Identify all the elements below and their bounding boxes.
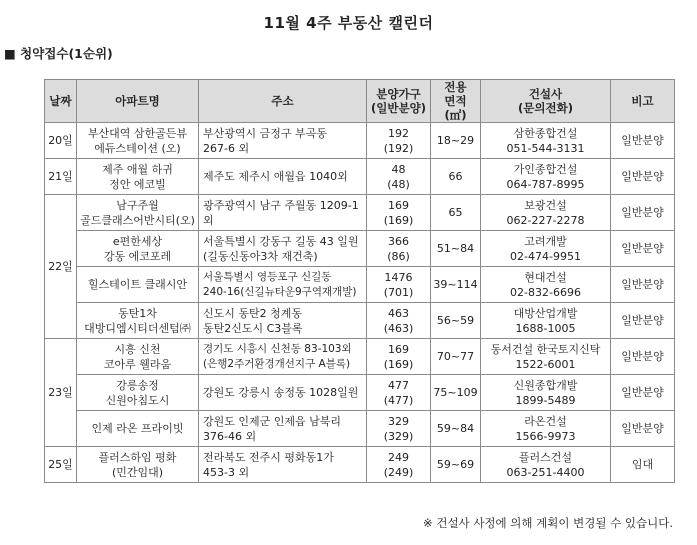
apartment-name: 인제 라온 프라이빗 bbox=[77, 411, 199, 447]
apartment-name: 힐스테이트 클래시안 bbox=[77, 267, 199, 303]
header-apartment: 아파트명 bbox=[77, 80, 199, 123]
units: 477 (477) bbox=[367, 375, 431, 411]
note: 일반분양 bbox=[611, 375, 675, 411]
table-header-row bbox=[45, 80, 675, 123]
note: 임대 bbox=[611, 447, 675, 483]
page-title: 11월 4주 부동산 캘린더 bbox=[263, 14, 434, 32]
header-date: 날짜 bbox=[45, 80, 77, 123]
apartment-name: 부산대역 삼한골든뷰 에듀스테이션 (오) bbox=[77, 123, 199, 159]
area: 70~77 bbox=[431, 339, 481, 375]
note: 일반분양 bbox=[611, 267, 675, 303]
apartment-name: 시흥 신천 코아루 웰라움 bbox=[77, 339, 199, 375]
apartment-name: e편한세상 강동 에코포레 bbox=[77, 231, 199, 267]
apartment-name: 플러스하임 평화 (민간임대) bbox=[77, 447, 199, 483]
table-row bbox=[45, 303, 675, 339]
table-row bbox=[45, 375, 675, 411]
apartment-name: 제주 애월 하귀 정안 에코빌 bbox=[77, 159, 199, 195]
note: 일반분양 bbox=[611, 339, 675, 375]
address: 서울특별시 강동구 길동 43 일원 (길동신동아3차 재건축) bbox=[199, 231, 367, 267]
apartment-name: 남구주월 골드클래스어반시티(오) bbox=[77, 195, 199, 231]
calendar-table bbox=[44, 79, 675, 483]
area: 18~29 bbox=[431, 123, 481, 159]
area: 39~114 bbox=[431, 267, 481, 303]
date-cell: 20일 bbox=[45, 123, 77, 159]
units: 192 (192) bbox=[367, 123, 431, 159]
table-row bbox=[45, 159, 675, 195]
builder: 삼한종합건설 051-544-3131 bbox=[481, 123, 611, 159]
note: 일반분양 bbox=[611, 159, 675, 195]
address: 전라북도 전주시 평화동1가 453-3 외 bbox=[199, 447, 367, 483]
units: 169 (169) bbox=[367, 339, 431, 375]
builder: 고려개발 02-474-9951 bbox=[481, 231, 611, 267]
area: 65 bbox=[431, 195, 481, 231]
address: 강원도 인제군 인제읍 남북리 376-46 외 bbox=[199, 411, 367, 447]
table-row bbox=[45, 339, 675, 375]
units: 366 (86) bbox=[367, 231, 431, 267]
area: 66 bbox=[431, 159, 481, 195]
table-row bbox=[45, 447, 675, 483]
note: 일반분양 bbox=[611, 411, 675, 447]
builder: 신원종합개발 1899-5489 bbox=[481, 375, 611, 411]
note: 일반분양 bbox=[611, 231, 675, 267]
builder: 가인종합건설 064-787-8995 bbox=[481, 159, 611, 195]
footnote: ※ 건설사 사정에 의해 계획이 변경될 수 있습니다. bbox=[423, 516, 673, 530]
table-row bbox=[45, 231, 675, 267]
note: 일반분양 bbox=[611, 123, 675, 159]
units: 329 (329) bbox=[367, 411, 431, 447]
header-address: 주소 bbox=[199, 80, 367, 123]
header-area: 전용 면적 (㎡) bbox=[431, 80, 481, 123]
address: 광주광역시 남구 주월동 1209-1 외 bbox=[199, 195, 367, 231]
builder: 보광건설 062-227-2278 bbox=[481, 195, 611, 231]
units: 169 (169) bbox=[367, 195, 431, 231]
address: 제주도 제주시 애월읍 1040외 bbox=[199, 159, 367, 195]
address: 경기도 시흥시 신천동 83-103외 (은행2주거환경개선지구 A블록) bbox=[199, 339, 367, 375]
units: 463 (463) bbox=[367, 303, 431, 339]
builder: 플러스건설 063-251-4400 bbox=[481, 447, 611, 483]
date-cell: 25일 bbox=[45, 447, 77, 483]
header-builder: 건설사 (문의전화) bbox=[481, 80, 611, 123]
table-row bbox=[45, 123, 675, 159]
header-note: 비고 bbox=[611, 80, 675, 123]
date-cell: 21일 bbox=[45, 159, 77, 195]
table-row bbox=[45, 411, 675, 447]
area: 59~69 bbox=[431, 447, 481, 483]
address: 강원도 강릉시 송정동 1028일원 bbox=[199, 375, 367, 411]
address: 부산광역시 금정구 부곡동 267-6 외 bbox=[199, 123, 367, 159]
units: 249 (249) bbox=[367, 447, 431, 483]
apartment-name: 강릉송정 신원아침도시 bbox=[77, 375, 199, 411]
table-row bbox=[45, 267, 675, 303]
section-heading: ■ 청약접수(1순위) bbox=[4, 46, 113, 61]
date-cell: 23일 bbox=[45, 339, 77, 447]
builder: 대방산업개발 1688-1005 bbox=[481, 303, 611, 339]
date-cell: 22일 bbox=[45, 195, 77, 339]
builder: 현대건설 02-832-6696 bbox=[481, 267, 611, 303]
area: 59~84 bbox=[431, 411, 481, 447]
area: 56~59 bbox=[431, 303, 481, 339]
units: 48 (48) bbox=[367, 159, 431, 195]
area: 75~109 bbox=[431, 375, 481, 411]
table-row bbox=[45, 195, 675, 231]
apartment-name: 동탄1차 대방디엠시티더센텀㈜ bbox=[77, 303, 199, 339]
builder: 동서건설 한국토지신탁 1522-6001 bbox=[481, 339, 611, 375]
note: 일반분양 bbox=[611, 303, 675, 339]
header-units: 분양가구 (일반분양) bbox=[367, 80, 431, 123]
note: 일반분양 bbox=[611, 195, 675, 231]
builder: 라온건설 1566-9973 bbox=[481, 411, 611, 447]
units: 1476 (701) bbox=[367, 267, 431, 303]
address: 신도시 동탄2 청계동 동탄2신도시 C3블록 bbox=[199, 303, 367, 339]
area: 51~84 bbox=[431, 231, 481, 267]
address: 서울특별시 영등포구 신길동 240-16(신길뉴타운9구역재개발) bbox=[199, 267, 367, 303]
